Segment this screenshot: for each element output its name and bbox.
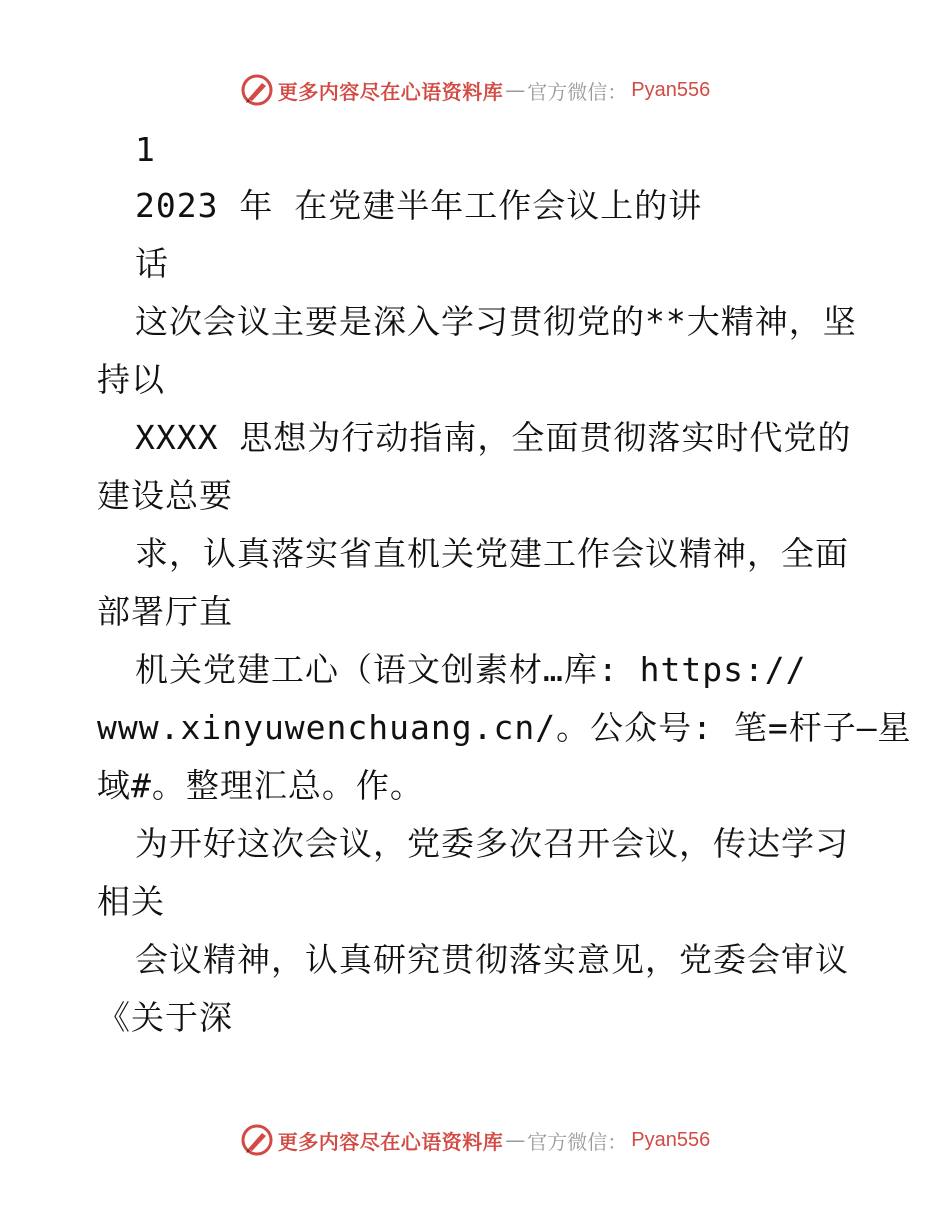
watermark-official: 官方微信： xyxy=(527,79,628,104)
document-title-line2: 话 xyxy=(135,244,169,283)
footer-watermark xyxy=(0,1120,950,1160)
watermark-official: 官方微信： xyxy=(527,1129,628,1154)
paragraph-line: www.xinyuwenchuang.cn/。公众号: 笔=杆子—星 xyxy=(97,708,912,747)
paragraph-line: 机关党建工心（语文创素材…库: https:// xyxy=(135,650,807,689)
document-title-line1: 2023 年 在党建半年工作会议上的讲 xyxy=(135,186,703,225)
page-number: 1 xyxy=(135,130,156,169)
paragraph-line: 为开好这次会议，党委多次召开会议，传达学习 xyxy=(135,824,849,863)
paragraph-line: 《关于深 xyxy=(97,998,233,1037)
paragraph-line: 域#。整理汇总。作。 xyxy=(97,766,424,805)
pen-logo-icon xyxy=(240,73,274,107)
watermark-dash: — xyxy=(505,78,526,102)
paragraph-line: 部署厅直 xyxy=(97,592,233,631)
watermark-dash: — xyxy=(505,1128,526,1152)
pen-logo-icon xyxy=(240,1123,274,1157)
header-watermark xyxy=(0,70,950,110)
watermark-id: Pyan556 xyxy=(631,78,711,101)
paragraph-line: 相关 xyxy=(97,882,165,921)
watermark-text: 更多内容尽在心语资料库 xyxy=(277,1129,504,1154)
paragraph-line: 求，认真落实省直机关党建工作会议精神，全面 xyxy=(135,534,849,573)
watermark-text: 更多内容尽在心语资料库 xyxy=(277,79,504,104)
paragraph-line: XXXX 思想为行动指南，全面贯彻落实时代党的 xyxy=(135,418,852,457)
paragraph-line: 持以 xyxy=(97,360,165,399)
paragraph-line: 这次会议主要是深入学习贯彻党的**大精神，坚 xyxy=(135,302,857,341)
paragraph-line: 建设总要 xyxy=(97,476,233,515)
watermark-id: Pyan556 xyxy=(631,1128,711,1151)
paragraph-line: 会议精神，认真研究贯彻落实意见，党委会审议 xyxy=(135,940,849,979)
